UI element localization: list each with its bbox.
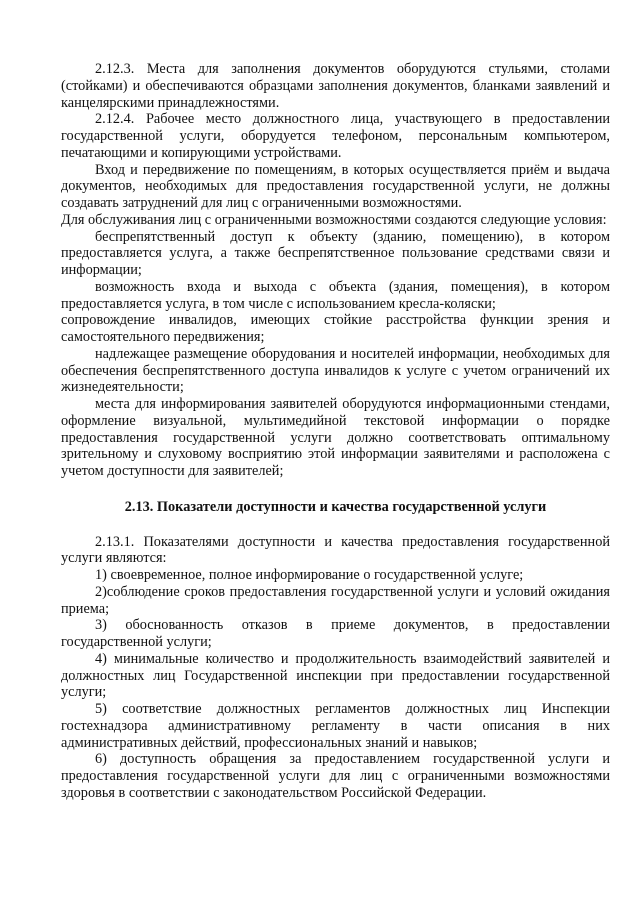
- list-item-1: 1) своевременное, полное информирование о государственной услуге;: [95, 567, 524, 583]
- document-page: [61, 61, 610, 802]
- paragraph-2-12-3: 2.12.3. Места для заполнения документов оборудуются стульями, столами (стойками) и обеспечиваются образцами заполнения документов, бланками заявлений и канцелярскими принадлежностями.: [61, 61, 610, 111]
- paragraph-conditions-intro: Для обслуживания лиц с ограниченными возможностями создаются следующие условия:: [61, 211, 607, 228]
- paragraph-entry-exit: возможность входа и выхода с объекта (здания, помещения), в котором предоставляется услуга, в том числе с использованием кресла-коляски;: [61, 278, 610, 312]
- list-item-2: 2)соблюдение сроков предоставления государственной услуги и условий ожидания приема;: [61, 583, 610, 617]
- paragraph-entry-movement: Вход и передвижение по помещениям, в которых осуществляется приём и выдача документов, необходимых для предоставления государственной услуги, не должны создавать затруднений для лиц с ограниченными возможностями.: [61, 161, 610, 211]
- section-heading-2-13: 2.13. Показатели доступности и качества государственной услуги: [124, 498, 547, 515]
- list-item-3: 3) обоснованность отказов в приеме документов, в предоставлении государственной услуги;: [61, 617, 610, 650]
- list-item-5: 5) соответствие должностных регламентов должностных лиц Инспекции гостехнадзора административному регламенту в части описания в них административных действий, профессиональных знаний и навыков;: [61, 701, 610, 751]
- paragraph-2-13-1: 2.13.1. Показателями доступности и качества предоставления государственной услуги являются:: [61, 533, 610, 567]
- paragraph-escort: сопровождение инвалидов, имеющих стойкие расстройства функции зрения и самостоятельного передвижения;: [61, 312, 610, 345]
- paragraph-2-12-4: 2.12.4. Рабочее место должностного лица, участвующего в предоставлении государственной услуги, оборудуется телефоном, персональным компьютером, печатающими и копирующими устройствами.: [61, 111, 610, 161]
- paragraph-equipment-placement: надлежащее размещение оборудования и носителей информации, необходимых для обеспечения беспрепятственного доступа инвалидов к услуге с учетом ограничений их жизнедеятельности;: [61, 345, 610, 396]
- paragraph-unobstructed-access: беспрепятственный доступ к объекту (зданию, помещению), в котором предоставляется услуга, а также беспрепятственное пользование средствами связи и информации;: [61, 228, 610, 278]
- list-item-6: 6) доступность обращения за предоставлением государственной услуги и предоставления государственной услуги для лиц с ограниченными возможностями здоровья в соответствии с законодательством Российской Федерации.: [61, 751, 610, 801]
- paragraph-info-stands: места для информирования заявителей оборудуются информационными стендами, оформление визуальной, мультимедийной текстовой информации о порядке предоставления государственной услуги должно соответствовать оптимальному зрительному и слуховому восприятию этой информации заявителями и расположена с учетом доступности для заявителей;: [61, 396, 610, 479]
- list-item-4: 4) минимальные количество и продолжительность взаимодействий заявителей и должностных лиц Государственной инспекции при предоставлении государственной услуги;: [61, 650, 610, 701]
